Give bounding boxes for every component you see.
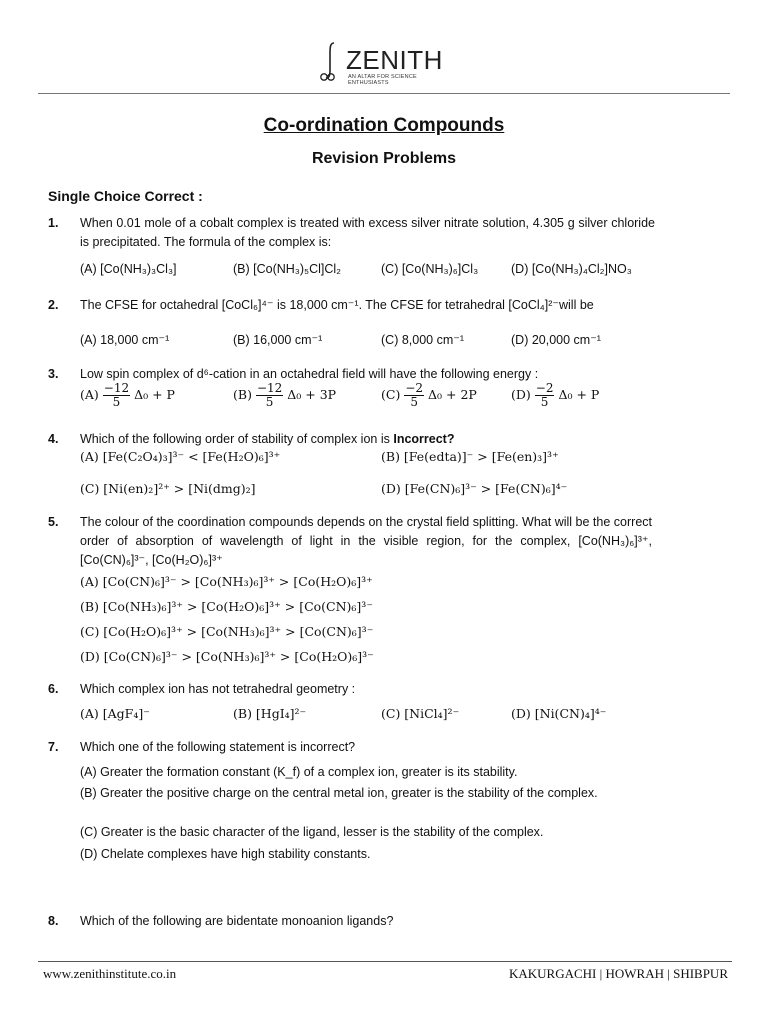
question-text: Which of the following are bidentate monoanion ligands? xyxy=(80,914,394,928)
option-label: (B) xyxy=(233,387,252,402)
question-text: Which complex ion has not tetrahedral geometry : xyxy=(80,682,356,696)
footer-rule xyxy=(38,961,732,962)
question-text: When 0.01 mole of a cobalt complex is treated with excess silver nitrate solution, 4.305 g silver chloride is precipitated. The formula of the complex is: xyxy=(80,216,655,249)
option-a: (A) [Co(CN)₆]³⁻ > [Co(NH₃)₆]³⁺ > [Co(H₂O)₆]³⁺ xyxy=(80,574,373,589)
question-text: Which of the following order of stability of complex ion is Incorrect? xyxy=(80,432,455,446)
question-number: 7. xyxy=(48,740,59,754)
option-label: (D) xyxy=(511,387,531,402)
option-b: (B) [HgI₄]²⁻ xyxy=(233,706,307,721)
option-c: (C) [Co(NH₃)₆]Cl₃ xyxy=(381,262,479,276)
zenith-logo xyxy=(318,40,458,84)
option-term: Δ₀ + 2P xyxy=(428,387,477,402)
option-b: (B) 16,000 cm⁻¹ xyxy=(233,333,323,347)
question-text: Which one of the following statement is incorrect? xyxy=(80,740,356,754)
question-number: 8. xyxy=(48,914,59,928)
option-b: (B) Greater the positive charge on the central metal ion, greater is the stability of the complex. xyxy=(80,786,598,800)
option-a: (A) [Co(NH₃)₃Cl₃] xyxy=(80,262,177,276)
option-a: (A) [Fe(C₂O₄)₃]³⁻ < [Fe(H₂O)₆]³⁺ xyxy=(80,449,281,464)
footer-locations: KAKURGACHI | HOWRAH | SHIBPUR xyxy=(509,966,728,981)
option-d: (D) [Fe(CN)₆]³⁻ > [Fe(CN)₆]⁴⁻ xyxy=(381,481,568,496)
option-term: Δ₀ + 3P xyxy=(287,387,337,402)
option-term: Δ₀ + P xyxy=(558,387,600,402)
question-number: 1. xyxy=(48,216,59,230)
logo-wordmark: ZENITH xyxy=(346,45,443,75)
option-d: (D) [Ni(CN)₄]⁴⁻ xyxy=(511,706,607,721)
question-text: The colour of the coordination compounds depends on the crystal field splitting. What will be the correct order of absorption of wavelength of light in the visible region, for the complex, [Co(NH₃)₆]³⁺, [Co(CN)₆]³⁻, [Co(H₂O)₆]³⁺ xyxy=(80,515,652,567)
option-d: (D) [Co(CN)₆]³⁻ > [Co(NH₃)₆]³⁺ > [Co(H₂O)₆]³⁻ xyxy=(80,649,374,664)
option-a xyxy=(80,382,175,409)
option-c: (C) Greater is the basic character of the ligand, lesser is the stability of the complex. xyxy=(80,825,544,839)
question-number: 6. xyxy=(48,682,59,696)
option-c: (C) 8,000 cm⁻¹ xyxy=(381,333,465,347)
option-d xyxy=(511,382,599,409)
question-number: 5. xyxy=(48,515,59,529)
option-c xyxy=(381,382,477,409)
option-d: (D) [Co(NH₃)₄Cl₂]NO₃ xyxy=(511,262,632,276)
footer-website: www.zenithinstitute.co.in xyxy=(43,966,177,981)
logo-tagline: AN ALTAR FOR SCIENCE ENTHUSIASTS xyxy=(348,74,417,86)
logo-mark-icon xyxy=(318,40,342,84)
section-heading: Single Choice Correct : xyxy=(48,188,203,204)
question-number: 2. xyxy=(48,298,59,312)
fraction: $\frac{-12}{5}$ xyxy=(256,381,283,409)
fraction: $\frac{-2}{5}$ xyxy=(535,381,554,409)
option-term: Δ₀ + P xyxy=(134,387,175,402)
fraction: $\frac{-2}{5}$ xyxy=(405,381,424,409)
question-text: The CFSE for octahedral [CoCl₆]⁴⁻ is 18,000 cm⁻¹. The CFSE for tetrahedral [CoCl₄]²⁻will be xyxy=(80,298,594,312)
option-a: (A) Greater the formation constant (K_f) of a complex ion, greater is its stability. xyxy=(80,765,518,779)
option-a: (A) 18,000 cm⁻¹ xyxy=(80,333,170,347)
option-label: (C) xyxy=(381,387,401,402)
option-a: (A) [AgF₄]⁻ xyxy=(80,706,150,721)
question-number: 4. xyxy=(48,432,59,446)
option-b: (B) [Co(NH₃)₆]³⁺ > [Co(H₂O)₆]³⁺ > [Co(CN)₆]³⁻ xyxy=(80,599,373,614)
option-c: (C) [NiCl₄]²⁻ xyxy=(381,706,460,721)
question-text: Low spin complex of d⁶-cation in an octahedral field will have the following energy : xyxy=(80,367,539,381)
header-rule xyxy=(38,93,730,94)
page-subtitle: Revision Problems xyxy=(311,150,457,167)
option-label: (A) xyxy=(80,387,99,402)
option-d: (D) 20,000 cm⁻¹ xyxy=(511,333,601,347)
option-b xyxy=(233,382,336,409)
option-b: (B) [Co(NH₃)₅Cl]Cl₂ xyxy=(233,262,342,276)
fraction: $\frac{-12}{5}$ xyxy=(103,381,130,409)
page-title: Co-ordination Compounds xyxy=(263,115,505,136)
option-b: (B) [Fe(edta)]⁻ > [Fe(en)₃]³⁺ xyxy=(381,449,559,464)
option-c: (C) [Ni(en)₂]²⁺ > [Ni(dmg)₂] xyxy=(80,481,256,496)
option-d: (D) Chelate complexes have high stability constants. xyxy=(80,847,371,861)
option-c: (C) [Co(H₂O)₆]³⁺ > [Co(NH₃)₆]³⁺ > [Co(CN)₆]³⁻ xyxy=(80,624,374,639)
question-number: 3. xyxy=(48,367,59,381)
